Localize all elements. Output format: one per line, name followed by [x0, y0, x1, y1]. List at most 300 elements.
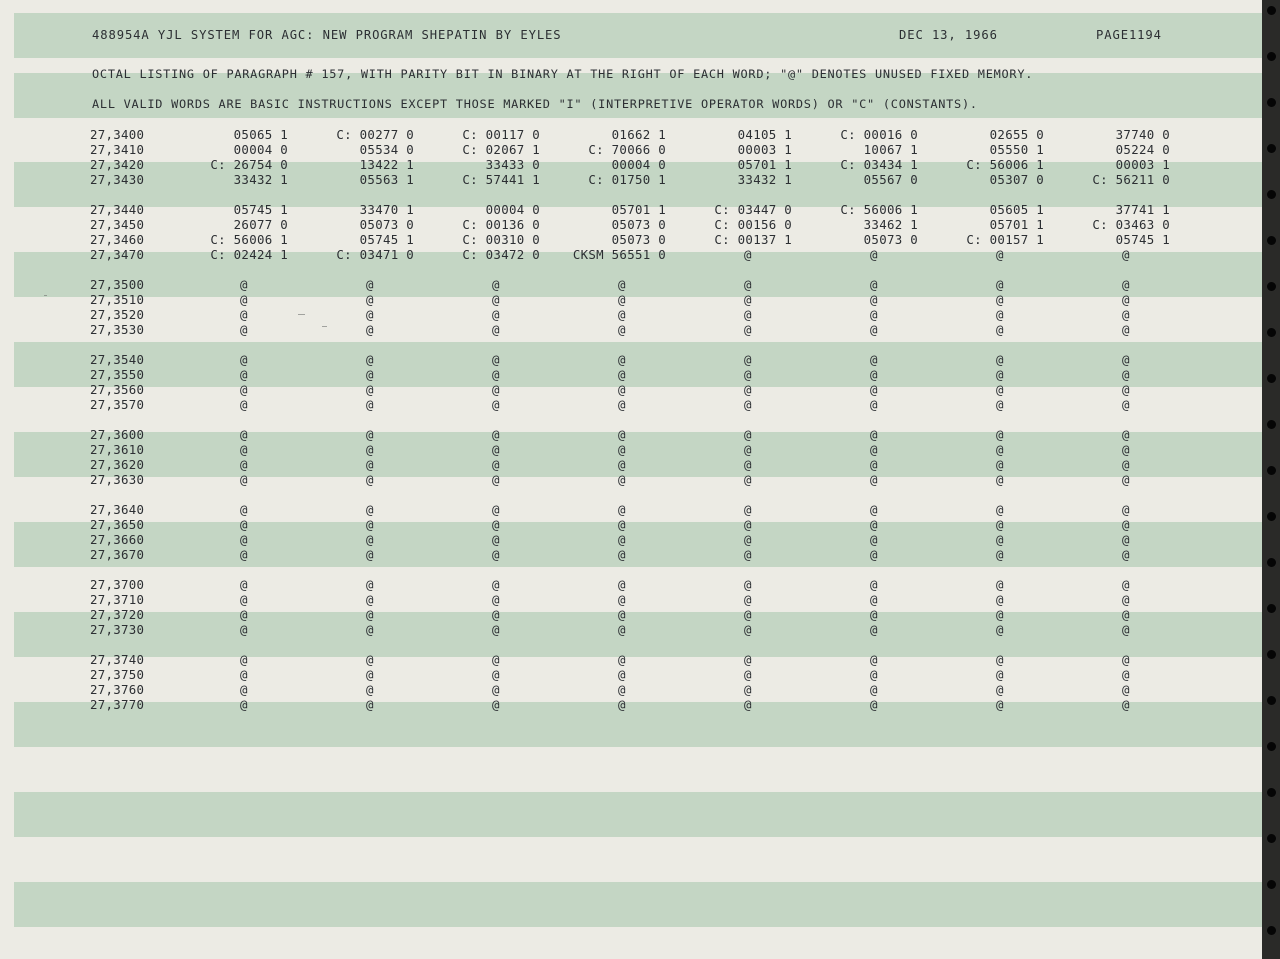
feed-hole-icon: [1267, 558, 1276, 567]
paper-speck: [44, 295, 47, 296]
octal-word: 33433 0: [485, 157, 540, 172]
unused-word-marker: @: [618, 667, 626, 682]
unused-word-marker: @: [1122, 697, 1130, 712]
unused-word-marker: @: [1122, 517, 1130, 532]
unused-word-marker: @: [870, 292, 878, 307]
unused-word-marker: @: [744, 577, 752, 592]
unused-word-marker: @: [744, 652, 752, 667]
octal-word: 37740 0: [1115, 127, 1170, 142]
feed-hole-icon: [1267, 696, 1276, 705]
unused-word-marker: @: [870, 457, 878, 472]
unused-word-marker: @: [1122, 682, 1130, 697]
unused-word-marker: @: [996, 382, 1004, 397]
feed-hole-icon: [1267, 52, 1276, 61]
unused-word-marker: @: [744, 532, 752, 547]
unused-word-marker: @: [240, 292, 248, 307]
unused-word-marker: @: [366, 292, 374, 307]
octal-word: 05745 1: [1115, 232, 1170, 247]
unused-word-marker: @: [870, 667, 878, 682]
row-address: 27,3610: [90, 442, 145, 457]
unused-word-marker: @: [996, 697, 1004, 712]
unused-word-marker: @: [618, 427, 626, 442]
unused-word-marker: @: [366, 382, 374, 397]
unused-word-marker: @: [996, 532, 1004, 547]
feed-hole-icon: [1267, 604, 1276, 613]
unused-word-marker: @: [996, 442, 1004, 457]
octal-word: 05701 1: [989, 217, 1044, 232]
row-address: 27,3400: [90, 127, 145, 142]
unused-word-marker: @: [1122, 292, 1130, 307]
octal-word: 05745 1: [233, 202, 288, 217]
unused-word-marker: @: [240, 502, 248, 517]
unused-word-marker: @: [744, 592, 752, 607]
octal-word: C: 00157 1: [966, 232, 1044, 247]
unused-word-marker: @: [240, 622, 248, 637]
feed-hole-icon: [1267, 98, 1276, 107]
feed-hole-icon: [1267, 6, 1276, 15]
unused-word-marker: @: [366, 442, 374, 457]
row-address: 27,3430: [90, 172, 145, 187]
row-address: 27,3520: [90, 307, 145, 322]
unused-word-marker: @: [744, 292, 752, 307]
unused-word-marker: @: [618, 547, 626, 562]
octal-word: C: 26754 0: [210, 157, 288, 172]
unused-word-marker: @: [996, 577, 1004, 592]
unused-word-marker: @: [870, 397, 878, 412]
unused-word-marker: @: [240, 352, 248, 367]
row-address: 27,3760: [90, 682, 145, 697]
octal-word: C: 57441 1: [462, 172, 540, 187]
unused-word-marker: @: [366, 667, 374, 682]
octal-word: C: 01750 1: [588, 172, 666, 187]
row-address: 27,3660: [90, 532, 145, 547]
unused-word-marker: @: [492, 607, 500, 622]
unused-word-marker: @: [996, 322, 1004, 337]
unused-word-marker: @: [1122, 457, 1130, 472]
unused-word-marker: @: [366, 532, 374, 547]
octal-word: 00003 1: [737, 142, 792, 157]
unused-word-marker: @: [492, 292, 500, 307]
unused-word-marker: @: [870, 622, 878, 637]
unused-word-marker: @: [1122, 427, 1130, 442]
unused-word-marker: @: [618, 367, 626, 382]
unused-word-marker: @: [492, 682, 500, 697]
row-address: 27,3600: [90, 427, 145, 442]
octal-word: 33462 1: [863, 217, 918, 232]
unused-word-marker: @: [618, 292, 626, 307]
unused-word-marker: @: [870, 472, 878, 487]
green-bar-band: [14, 522, 1262, 567]
unused-word-marker: @: [1122, 247, 1130, 262]
octal-word: C: 03447 0: [714, 202, 792, 217]
unused-word-marker: @: [492, 322, 500, 337]
unused-word-marker: @: [1122, 652, 1130, 667]
octal-word: C: 00117 0: [462, 127, 540, 142]
unused-word-marker: @: [618, 532, 626, 547]
unused-word-marker: @: [870, 442, 878, 457]
unused-word-marker: @: [492, 457, 500, 472]
unused-word-marker: @: [744, 607, 752, 622]
description-line-2: ALL VALID WORDS ARE BASIC INSTRUCTIONS EXCEPT THOSE MARKED "I" (INTERPRETIVE OPERATOR WORDS) OR "C" (CONSTANTS).: [92, 97, 978, 111]
unused-word-marker: @: [492, 532, 500, 547]
unused-word-marker: @: [744, 397, 752, 412]
unused-word-marker: @: [618, 277, 626, 292]
unused-word-marker: @: [1122, 502, 1130, 517]
green-bar-band: [14, 702, 1262, 747]
octal-word: CKSM 56551 0: [572, 247, 666, 262]
row-address: 27,3720: [90, 607, 145, 622]
green-bar-band: [14, 882, 1262, 927]
unused-word-marker: @: [618, 607, 626, 622]
row-address: 27,3460: [90, 232, 145, 247]
unused-word-marker: @: [240, 682, 248, 697]
unused-word-marker: @: [492, 622, 500, 637]
unused-word-marker: @: [618, 577, 626, 592]
unused-word-marker: @: [492, 352, 500, 367]
octal-word: 00004 0: [233, 142, 288, 157]
unused-word-marker: @: [1122, 607, 1130, 622]
unused-word-marker: @: [996, 622, 1004, 637]
unused-word-marker: @: [618, 442, 626, 457]
octal-word: 33432 1: [233, 172, 288, 187]
unused-word-marker: @: [618, 592, 626, 607]
green-bar-band: [14, 342, 1262, 387]
unused-word-marker: @: [1122, 547, 1130, 562]
unused-word-marker: @: [618, 472, 626, 487]
unused-word-marker: @: [1122, 442, 1130, 457]
unused-word-marker: @: [240, 667, 248, 682]
unused-word-marker: @: [240, 607, 248, 622]
unused-word-marker: @: [240, 547, 248, 562]
unused-word-marker: @: [744, 367, 752, 382]
octal-word: C: 70066 0: [588, 142, 666, 157]
octal-word: 05563 1: [359, 172, 414, 187]
unused-word-marker: @: [870, 547, 878, 562]
unused-word-marker: @: [870, 697, 878, 712]
octal-word: 05567 0: [863, 172, 918, 187]
unused-word-marker: @: [870, 517, 878, 532]
unused-word-marker: @: [870, 652, 878, 667]
octal-word: C: 00156 0: [714, 217, 792, 232]
unused-word-marker: @: [618, 517, 626, 532]
unused-word-marker: @: [240, 532, 248, 547]
octal-word: C: 02067 1: [462, 142, 540, 157]
unused-word-marker: @: [618, 397, 626, 412]
unused-word-marker: @: [492, 577, 500, 592]
octal-word: 05307 0: [989, 172, 1044, 187]
unused-word-marker: @: [744, 442, 752, 457]
octal-word: 33432 1: [737, 172, 792, 187]
unused-word-marker: @: [996, 397, 1004, 412]
unused-word-marker: @: [996, 277, 1004, 292]
unused-word-marker: @: [618, 382, 626, 397]
octal-word: C: 56006 1: [840, 202, 918, 217]
unused-word-marker: @: [618, 682, 626, 697]
unused-word-marker: @: [618, 697, 626, 712]
feed-hole-icon: [1267, 926, 1276, 935]
unused-word-marker: @: [240, 322, 248, 337]
unused-word-marker: @: [366, 622, 374, 637]
unused-word-marker: @: [492, 502, 500, 517]
unused-word-marker: @: [618, 457, 626, 472]
octal-word: C: 03472 0: [462, 247, 540, 262]
paper-speck: [322, 326, 327, 327]
row-address: 27,3650: [90, 517, 145, 532]
octal-word: 00004 0: [611, 157, 666, 172]
unused-word-marker: @: [870, 502, 878, 517]
unused-word-marker: @: [996, 547, 1004, 562]
octal-word: 04105 1: [737, 127, 792, 142]
unused-word-marker: @: [240, 517, 248, 532]
octal-word: C: 00310 0: [462, 232, 540, 247]
row-address: 27,3740: [90, 652, 145, 667]
octal-word: C: 00016 0: [840, 127, 918, 142]
unused-word-marker: @: [1122, 277, 1130, 292]
unused-word-marker: @: [492, 517, 500, 532]
unused-word-marker: @: [1122, 577, 1130, 592]
unused-word-marker: @: [492, 367, 500, 382]
unused-word-marker: @: [492, 397, 500, 412]
unused-word-marker: @: [492, 277, 500, 292]
unused-word-marker: @: [366, 307, 374, 322]
green-bar-band: [14, 612, 1262, 657]
octal-word: 33470 1: [359, 202, 414, 217]
octal-word: 05073 0: [611, 232, 666, 247]
octal-word: 00004 0: [485, 202, 540, 217]
unused-word-marker: @: [996, 367, 1004, 382]
unused-word-marker: @: [1122, 382, 1130, 397]
row-address: 27,3700: [90, 577, 145, 592]
octal-word: 26077 0: [233, 217, 288, 232]
unused-word-marker: @: [240, 427, 248, 442]
unused-word-marker: @: [744, 247, 752, 262]
row-address: 27,3750: [90, 667, 145, 682]
unused-word-marker: @: [870, 427, 878, 442]
feed-hole-icon: [1267, 742, 1276, 751]
listing-date: DEC 13, 1966: [899, 28, 998, 42]
feed-hole-icon: [1267, 374, 1276, 383]
unused-word-marker: @: [870, 367, 878, 382]
unused-word-marker: @: [996, 682, 1004, 697]
octal-word: 05073 0: [359, 217, 414, 232]
unused-word-marker: @: [996, 592, 1004, 607]
unused-word-marker: @: [492, 427, 500, 442]
octal-word: C: 00277 0: [336, 127, 414, 142]
row-address: 27,3470: [90, 247, 145, 262]
unused-word-marker: @: [492, 667, 500, 682]
unused-word-marker: @: [366, 697, 374, 712]
octal-word: 01662 1: [611, 127, 666, 142]
unused-word-marker: @: [744, 502, 752, 517]
unused-word-marker: @: [366, 427, 374, 442]
unused-word-marker: @: [618, 652, 626, 667]
unused-word-marker: @: [744, 517, 752, 532]
octal-word: 05745 1: [359, 232, 414, 247]
unused-word-marker: @: [618, 502, 626, 517]
unused-word-marker: @: [366, 517, 374, 532]
feed-hole-icon: [1267, 190, 1276, 199]
row-address: 27,3640: [90, 502, 145, 517]
green-bar-band: [14, 432, 1262, 477]
unused-word-marker: @: [996, 292, 1004, 307]
unused-word-marker: @: [744, 352, 752, 367]
unused-word-marker: @: [1122, 322, 1130, 337]
unused-word-marker: @: [870, 382, 878, 397]
row-address: 27,3730: [90, 622, 145, 637]
unused-word-marker: @: [492, 547, 500, 562]
unused-word-marker: @: [366, 322, 374, 337]
unused-word-marker: @: [366, 367, 374, 382]
octal-word: C: 56006 1: [210, 232, 288, 247]
unused-word-marker: @: [996, 472, 1004, 487]
unused-word-marker: @: [996, 427, 1004, 442]
octal-word: C: 56006 1: [966, 157, 1044, 172]
unused-word-marker: @: [366, 607, 374, 622]
unused-word-marker: @: [240, 277, 248, 292]
feed-hole-icon: [1267, 650, 1276, 659]
feed-hole-icon: [1267, 282, 1276, 291]
unused-word-marker: @: [240, 472, 248, 487]
row-address: 27,3560: [90, 382, 145, 397]
unused-word-marker: @: [996, 352, 1004, 367]
job-header: 488954A YJL SYSTEM FOR AGC: NEW PROGRAM SHEPATIN BY EYLES: [92, 28, 562, 42]
unused-word-marker: @: [1122, 592, 1130, 607]
unused-word-marker: @: [870, 307, 878, 322]
unused-word-marker: @: [618, 307, 626, 322]
row-address: 27,3500: [90, 277, 145, 292]
unused-word-marker: @: [240, 592, 248, 607]
octal-word: 37741 1: [1115, 202, 1170, 217]
unused-word-marker: @: [240, 367, 248, 382]
unused-word-marker: @: [492, 652, 500, 667]
row-address: 27,3670: [90, 547, 145, 562]
unused-word-marker: @: [744, 427, 752, 442]
row-address: 27,3420: [90, 157, 145, 172]
unused-word-marker: @: [366, 472, 374, 487]
unused-word-marker: @: [996, 607, 1004, 622]
feed-hole-icon: [1267, 880, 1276, 889]
octal-word: 05550 1: [989, 142, 1044, 157]
feed-hole-icon: [1267, 466, 1276, 475]
unused-word-marker: @: [870, 352, 878, 367]
octal-word: 05701 1: [611, 202, 666, 217]
row-address: 27,3620: [90, 457, 145, 472]
unused-word-marker: @: [240, 577, 248, 592]
unused-word-marker: @: [744, 322, 752, 337]
row-address: 27,3570: [90, 397, 145, 412]
row-address: 27,3710: [90, 592, 145, 607]
unused-word-marker: @: [1122, 307, 1130, 322]
octal-word: C: 00136 0: [462, 217, 540, 232]
unused-word-marker: @: [870, 592, 878, 607]
octal-word: 05065 1: [233, 127, 288, 142]
octal-word: 13422 1: [359, 157, 414, 172]
unused-word-marker: @: [1122, 532, 1130, 547]
unused-word-marker: @: [492, 472, 500, 487]
row-address: 27,3630: [90, 472, 145, 487]
unused-word-marker: @: [744, 277, 752, 292]
octal-word: C: 02424 1: [210, 247, 288, 262]
octal-word: 05534 0: [359, 142, 414, 157]
unused-word-marker: @: [870, 607, 878, 622]
feed-hole-icon: [1267, 420, 1276, 429]
unused-word-marker: @: [240, 307, 248, 322]
feed-hole-icon: [1267, 834, 1276, 843]
octal-word: 05073 0: [863, 232, 918, 247]
unused-word-marker: @: [996, 667, 1004, 682]
row-address: 27,3530: [90, 322, 145, 337]
unused-word-marker: @: [366, 457, 374, 472]
unused-word-marker: @: [240, 442, 248, 457]
unused-word-marker: @: [996, 247, 1004, 262]
unused-word-marker: @: [492, 442, 500, 457]
unused-word-marker: @: [744, 697, 752, 712]
unused-word-marker: @: [1122, 352, 1130, 367]
octal-word: C: 00137 1: [714, 232, 792, 247]
unused-word-marker: @: [366, 682, 374, 697]
unused-word-marker: @: [870, 247, 878, 262]
unused-word-marker: @: [618, 352, 626, 367]
unused-word-marker: @: [492, 382, 500, 397]
row-address: 27,3510: [90, 292, 145, 307]
unused-word-marker: @: [240, 397, 248, 412]
unused-word-marker: @: [366, 277, 374, 292]
unused-word-marker: @: [744, 667, 752, 682]
unused-word-marker: @: [366, 592, 374, 607]
unused-word-marker: @: [996, 307, 1004, 322]
unused-word-marker: @: [870, 682, 878, 697]
feed-hole-icon: [1267, 144, 1276, 153]
unused-word-marker: @: [492, 592, 500, 607]
octal-word: C: 56211 0: [1092, 172, 1170, 187]
unused-word-marker: @: [996, 652, 1004, 667]
unused-word-marker: @: [744, 547, 752, 562]
row-address: 27,3550: [90, 367, 145, 382]
unused-word-marker: @: [618, 622, 626, 637]
unused-word-marker: @: [1122, 667, 1130, 682]
unused-word-marker: @: [744, 472, 752, 487]
row-address: 27,3410: [90, 142, 145, 157]
octal-word: 05605 1: [989, 202, 1044, 217]
unused-word-marker: @: [366, 397, 374, 412]
unused-word-marker: @: [240, 382, 248, 397]
unused-word-marker: @: [366, 352, 374, 367]
unused-word-marker: @: [366, 502, 374, 517]
feed-hole-icon: [1267, 512, 1276, 521]
unused-word-marker: @: [1122, 397, 1130, 412]
octal-word: 05224 0: [1115, 142, 1170, 157]
octal-word: 05701 1: [737, 157, 792, 172]
octal-word: 10067 1: [863, 142, 918, 157]
feed-hole-icon: [1267, 788, 1276, 797]
unused-word-marker: @: [870, 532, 878, 547]
row-address: 27,3450: [90, 217, 145, 232]
unused-word-marker: @: [744, 382, 752, 397]
unused-word-marker: @: [870, 277, 878, 292]
unused-word-marker: @: [492, 307, 500, 322]
octal-word: C: 03471 0: [336, 247, 414, 262]
unused-word-marker: @: [618, 322, 626, 337]
feed-hole-icon: [1267, 236, 1276, 245]
unused-word-marker: @: [744, 682, 752, 697]
unused-word-marker: @: [996, 457, 1004, 472]
unused-word-marker: @: [744, 307, 752, 322]
page-number: PAGE1194: [1096, 28, 1162, 42]
unused-word-marker: @: [996, 502, 1004, 517]
unused-word-marker: @: [744, 457, 752, 472]
unused-word-marker: @: [366, 577, 374, 592]
octal-word: 02655 0: [989, 127, 1044, 142]
